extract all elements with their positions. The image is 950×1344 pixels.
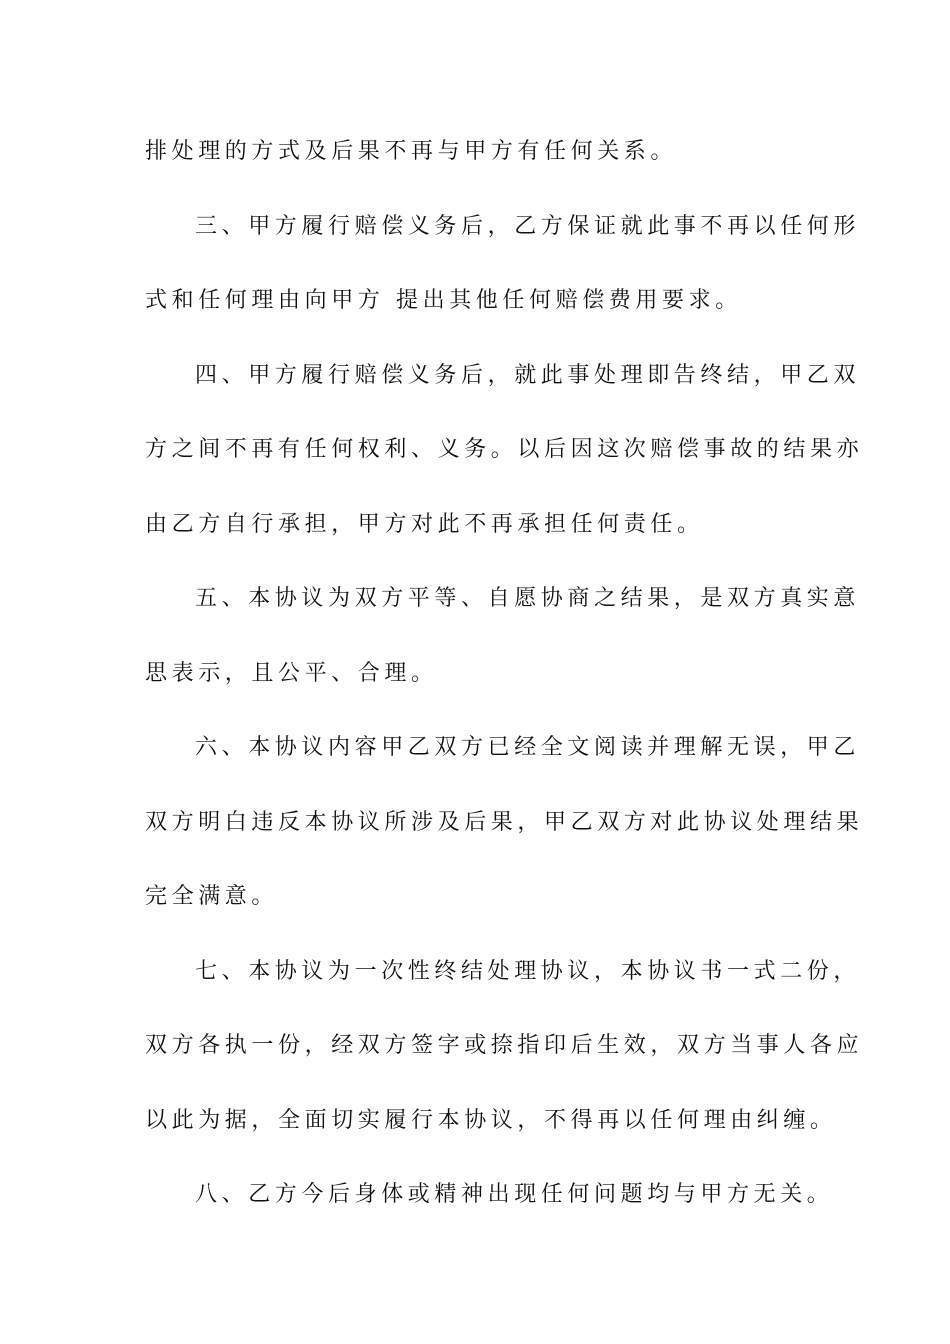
text-line: 由乙方自行承担，甲方对此不再承担任何责任。 <box>145 512 704 537</box>
text-line: 思表示，且公平、合理。 <box>145 661 438 686</box>
text-line: 四、甲方履行赔偿义务后，就此事处理即告终结，甲乙双 <box>195 363 861 388</box>
text-line: 方之间不再有任何权利、义务。以后因这次赔偿事故的结果亦 <box>145 437 864 462</box>
text-line: 双方各执一份，经双方签字或捺指印后生效，双方当事人各应 <box>145 1033 864 1058</box>
text-line: 六、本协议内容甲乙双方已经全文阅读并理解无误，甲乙 <box>195 735 861 760</box>
text-line: 以此为据，全面切实履行本协议，不得再以任何理由纠缠。 <box>145 1108 837 1133</box>
text-line: 三、甲方履行赔偿义务后，乙方保证就此事不再以任何形 <box>195 214 861 239</box>
text-line: 八、乙方今后身体或精神出现任何问题均与甲方无关。 <box>195 1182 834 1207</box>
text-line: 七、本协议为一次性终结处理协议，本协议书一式二份， <box>195 959 861 984</box>
text-line: 式和任何理由向甲方 提出其他任何赔偿费用要求。 <box>145 288 742 313</box>
text-line: 五、本协议为双方平等、自愿协商之结果，是双方真实意 <box>195 586 861 611</box>
text-line: 双方明白违反本协议所涉及后果，甲乙双方对此协议处理结果 <box>145 810 864 835</box>
text-line: 完全满意。 <box>145 884 279 909</box>
text-line: 排处理的方式及后果不再与甲方有任何关系。 <box>145 139 678 164</box>
